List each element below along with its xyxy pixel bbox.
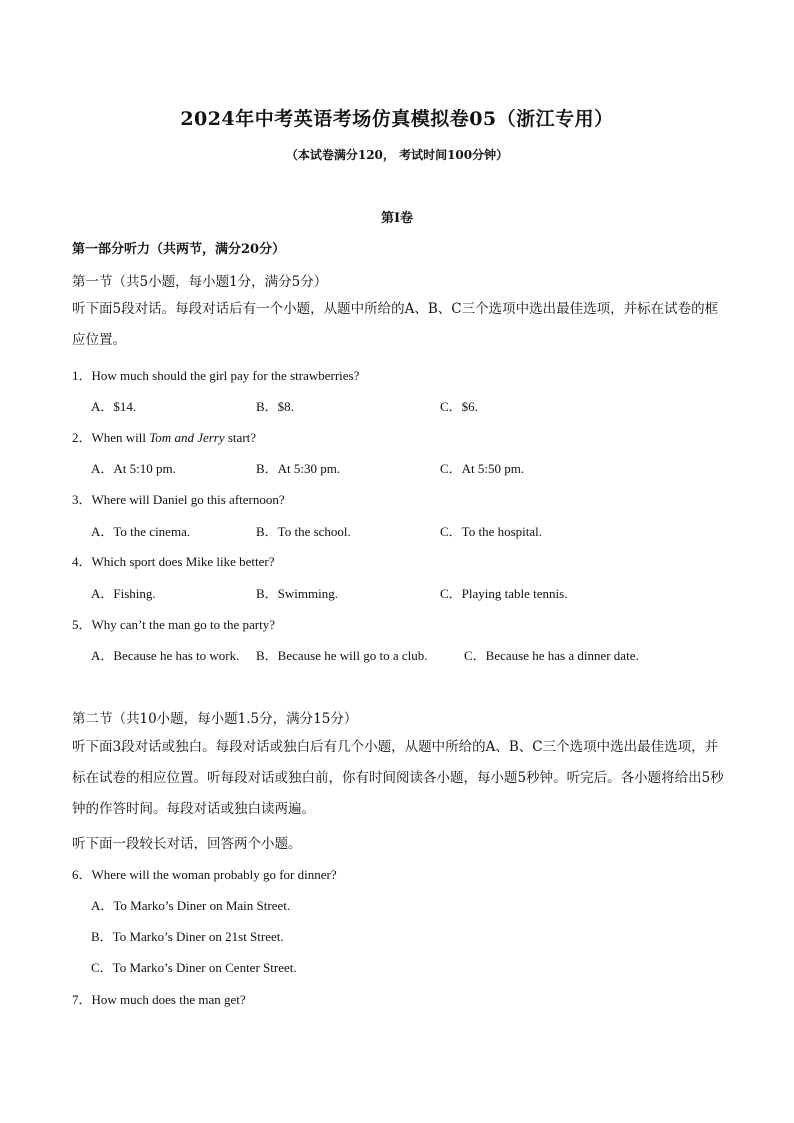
section2-heading: 第二节（共10小题，每小题1.5分，满分15分）: [72, 711, 358, 727]
q2-option-b: B．At 5:30 pm.: [256, 461, 341, 476]
question-1: 1．How much should the girl pay for the strawberries?: [72, 368, 360, 383]
section1-instructions: 听下面5段对话。每段对话后有一个小题，从题中所给的A、B、C三个选项中选出最佳选项，并标在试卷的框应位置。: [72, 301, 719, 348]
exam-info: （本试卷满分120， 考试时间100分钟）: [285, 148, 509, 162]
q2-stem-post: start?: [224, 430, 257, 445]
q2-option-c: C．At 5:50 pm.: [440, 461, 525, 476]
question-7: 7．How much does the man get?: [72, 992, 246, 1007]
q5-option-c: C．Because he has a dinner date.: [464, 648, 639, 663]
q1-option-a: A．$14.: [91, 399, 137, 414]
part1-heading: 第一部分听力（共两节，满分20分）: [72, 242, 286, 257]
question-3: 3．Where will Daniel go this afternoon?: [72, 492, 285, 507]
question-4: 4．Which sport does Mike like better?: [72, 554, 275, 569]
section2-instructions: 听下面3段对话或独白。每段对话或独白后有几个小题，从题中所给的A、B、C三个选项中选出最佳选项，并标在试卷的相应位置。听每段对话或独白前，你有时间阅读各小题，每小题5秒钟。听完后。各小题将给出5秒钟的作答时间。每段对话或独白读两遍。: [72, 739, 724, 817]
q6-option-b: B．To Marko’s Diner on 21st Street.: [91, 929, 284, 944]
q6-option-a: A．To Marko’s Diner on Main Street.: [91, 898, 291, 913]
q4-option-b: B．Swimming.: [256, 586, 338, 601]
q3-option-a: A．To the cinema.: [91, 524, 191, 539]
q3-option-b: B．To the school.: [256, 524, 351, 539]
q6-option-c: C．To Marko’s Diner on Center Street.: [91, 960, 297, 975]
q2-stem-pre: 2．When will: [72, 430, 150, 445]
q2-stem-title: Tom and Jerry: [149, 430, 225, 445]
q5-option-a: A．Because he has to work.: [91, 648, 240, 663]
question-2: [72, 427, 256, 446]
q2-option-a: A．At 5:10 pm.: [91, 461, 176, 476]
page-title: 2024年中考英语考场仿真模拟卷05（浙江专用）: [180, 108, 614, 130]
q5-option-b: B．Because he will go to a club.: [256, 648, 428, 663]
volume-label: 第I卷: [380, 211, 414, 226]
q4-option-a: A．Fishing.: [91, 586, 156, 601]
question-5: 5．Why can’t the man go to the party?: [72, 617, 276, 632]
q1-option-b: B．$8.: [256, 399, 294, 414]
q1-option-c: C．$6.: [440, 399, 478, 414]
section1-heading: 第一节（共5小题，每小题1分，满分5分）: [72, 274, 328, 290]
long-dialogue-note: 听下面一段较长对话，回答两个小题。: [72, 836, 302, 852]
q3-option-c: C．To the hospital.: [440, 524, 543, 539]
q4-option-c: C．Playing table tennis.: [440, 586, 568, 601]
question-6: 6．Where will the woman probably go for dinner?: [72, 867, 337, 882]
